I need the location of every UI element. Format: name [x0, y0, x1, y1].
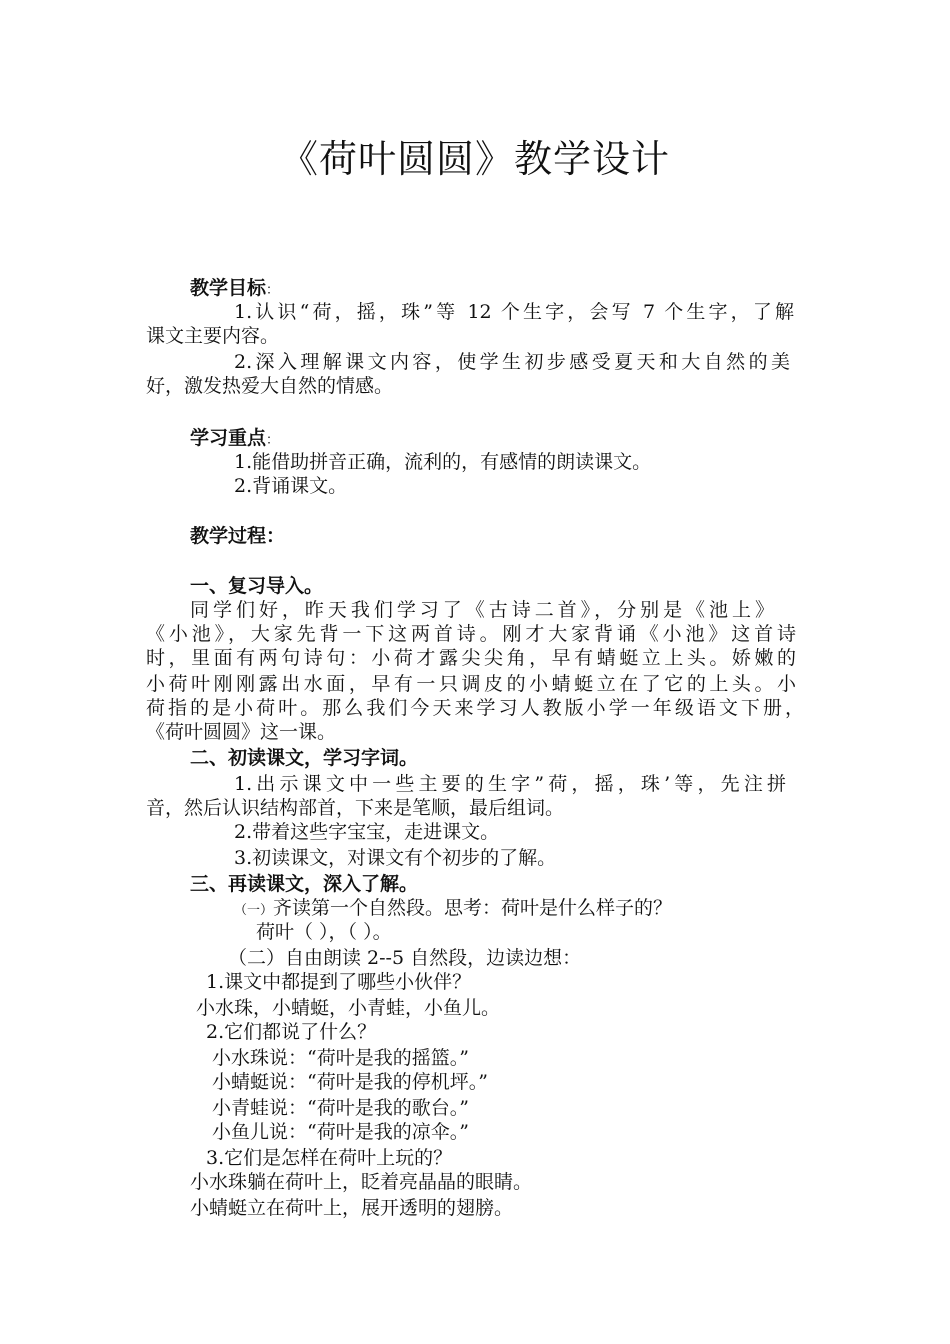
section-1-line: 荷指的是小荷叶。那么我们今天来学习人教版小学一年级语文下册， — [146, 697, 804, 719]
answer-2-line: 小水珠说：“荷叶是我的摇篮。” — [212, 1047, 469, 1069]
answer-3-line: 小蜻蜓立在荷叶上，展开透明的翅膀。 — [190, 1197, 514, 1219]
section-3-part-1-blanks: 荷叶（ ），（ ）。 — [256, 921, 392, 943]
section-2-item-1-line-1: 1.出示课文中一些主要的生字”荷，摇，珠’等，先注拼 — [234, 773, 786, 795]
section-3-part-2: （二）自由朗读 2--5 自然段，边读边想： — [228, 947, 582, 969]
goal-item-2-line-2: 好，激发热爱大自然的情感。 — [146, 375, 394, 397]
section-2-item-2: 2.带着这些字宝宝，走进课文。 — [234, 821, 500, 843]
section-1-line: 同学们好，昨天我们学习了《古诗二首》，分别是《池上》 — [190, 599, 774, 621]
answer-2-line: 小鱼儿说：“荷叶是我的凉伞。” — [212, 1121, 469, 1143]
section-1-line: 《小池》，大家先背一下这两首诗。刚才大家背诵《小池》这首诗 — [146, 623, 796, 645]
goals-heading: 教学目标： — [190, 277, 280, 299]
document-title: 《荷叶圆圆》教学设计 — [279, 137, 670, 181]
focus-item-2: 2.背诵课文。 — [234, 475, 348, 497]
section-3-heading: 三、再读课文，深入了解。 — [190, 873, 419, 895]
section-1-line: 小荷叶刚刚露出水面，早有一只调皮的小蜻蜓立在了它的上头。小 — [146, 673, 796, 695]
question-1: 1.课文中都提到了哪些小伙伴？ — [206, 971, 472, 993]
answer-2-line: 小青蛙说：“荷叶是我的歌台。” — [212, 1097, 469, 1119]
section-2-item-1-line-2: 音，然后认识结构部首，下来是笔顺，最后组词。 — [146, 797, 565, 819]
goal-item-2-line-1: 2.深入理解课文内容，使学生初步感受夏天和大自然的美 — [234, 351, 790, 373]
focus-item-1: 1.能借助拼音正确，流利的，有感情的朗读课文。 — [234, 451, 652, 473]
answer-3-line: 小水珠躺在荷叶上，眨着亮晶晶的眼睛。 — [190, 1171, 533, 1193]
section-1-line: 时，里面有两句诗句：小荷才露尖尖角，早有蜻蜓立上头。娇嫩的 — [146, 647, 796, 669]
goal-item-1-line-1: 1.认识“荷，摇，珠”等 12 个生字，会写 7 个生字，了解 — [234, 301, 794, 323]
focus-heading: 学习重点： — [190, 427, 280, 449]
section-2-heading: 二、初读课文，学习字词。 — [190, 747, 419, 769]
answer-1: 小水珠，小蜻蜓，小青蛙，小鱼儿。 — [196, 997, 501, 1019]
section-3-part-1: （一）齐读第一个自然段。思考：荷叶是什么样子的？ — [234, 897, 673, 919]
goal-item-1-line-2: 课文主要内容。 — [146, 325, 280, 347]
section-2-item-3: 3.初读课文，对课文有个初步的了解。 — [234, 847, 557, 869]
section-1-line: 《荷叶圆圆》这一课。 — [146, 721, 337, 743]
answer-2-line: 小蜻蜓说：“荷叶是我的停机坪。” — [212, 1071, 488, 1093]
section-1-heading: 一、复习导入。 — [190, 575, 324, 597]
question-3: 3.它们是怎样在荷叶上玩的？ — [206, 1147, 453, 1169]
process-heading: 教学过程： — [190, 525, 286, 547]
question-2: 2.它们都说了什么？ — [206, 1021, 377, 1043]
